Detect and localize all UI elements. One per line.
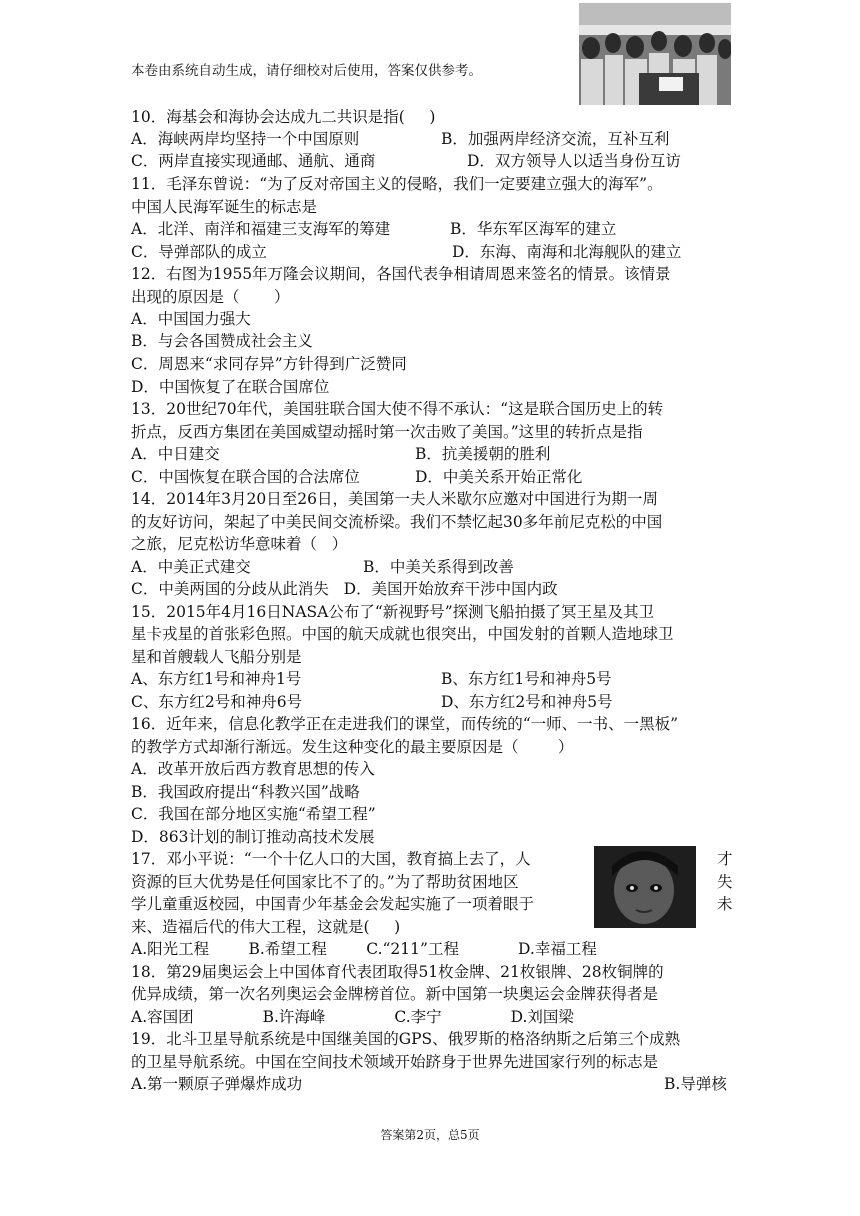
q14-stem-cont1: 的友好访问，架起了中美民间交流桥梁。我们不禁忆起30多年前尼克松的中国 — [131, 513, 663, 531]
q13-stem: 13．20世纪70年代，美国驻联合国大使不得不承认：“这是联合国历史上的转 — [131, 400, 664, 418]
q13-option-b: B．抗美援朝的胜利 — [415, 445, 551, 463]
q19-option-a: A.第一颗原子弹爆炸成功 — [131, 1075, 303, 1093]
q12-option-d: D．中国恢复了在联合国席位 — [131, 378, 330, 396]
q10-stem: 10．海基会和海协会达成九二共识是指( ) — [131, 108, 436, 126]
q17-options: A.阳光工程 B.希望工程 C.“211”工程 D.幸福工程 — [131, 940, 597, 958]
q14-option-a: A．中美正式建交 — [131, 558, 251, 576]
q16-option-a: A．改革开放后西方教育思想的传入 — [131, 760, 375, 778]
q18-stem-cont: 优异成绩，第一次名列奥运会金牌榜首位。新中国第一块奥运会金牌获得者是 — [131, 985, 659, 1003]
q15-stem: 15．2015年4月16日NASA公布了“新视野号”探测飞船拍摄了冥王星及其卫 — [131, 603, 655, 621]
q11-stem: 11．毛泽东曾说：“为了反对帝国主义的侵略，我们一定要建立强大的海军”。 — [131, 175, 663, 193]
q14-option-b: B．中美关系得到改善 — [363, 558, 514, 576]
q10-option-d: D．双方领导人以适当身份互访 — [467, 152, 681, 170]
q16-option-d: D．863计划的制订推动高技术发展 — [131, 828, 375, 846]
q13-option-a: A．中日建交 — [131, 445, 220, 463]
q17-stem-cont1: 资源的巨大优势是任何国家比不了的。”为了帮助贫困地区 — [131, 873, 519, 891]
q12-option-b: B．与会各国赞成社会主义 — [131, 332, 313, 350]
q13-option-c: C．中国恢复在联合国的合法席位 — [131, 468, 360, 486]
notice-text: 本卷由系统自动生成，请仔细校对后使用，答案仅供参考。 — [131, 63, 482, 79]
q14-option-cd: C．中美两国的分歧从此消失 D．美国开始放弃干涉中国内政 — [131, 580, 558, 598]
q16-stem: 16．近年来，信息化教学正在走进我们的课堂，而传统的“一师、一书、一黑板” — [131, 715, 679, 733]
q14-stem-cont2: 之旅，尼克松访华意味着（ ） — [131, 535, 348, 553]
q11-option-c: C．导弹部队的成立 — [131, 243, 267, 261]
q12-option-a: A．中国国力强大 — [131, 310, 251, 328]
q17-stem-tail1: 才 — [717, 850, 733, 868]
q19-stem: 19．北斗卫星导航系统是中国继美国的GPS、俄罗斯的格洛纳斯之后第三个成熟 — [131, 1030, 681, 1048]
q19-option-b: B.导弹核 — [664, 1075, 727, 1093]
q12-stem: 12．右图为1955年万隆会议期间，各国代表争相请周恩来签名的情景。该情景 — [131, 265, 671, 283]
q10-option-c: C．两岸直接实现通邮、通航、通商 — [131, 152, 376, 170]
q11-stem-cont: 中国人民海军诞生的标志是 — [131, 198, 318, 216]
bandung-conference-photo — [579, 3, 731, 105]
q11-option-a: A．北洋、南洋和福建三支海军的筹建 — [131, 220, 391, 238]
q15-option-a: A、东方红1号和神舟1号 — [131, 670, 302, 688]
q17-stem: 17．邓小平说：“一个十亿人口的大国，教育搞上去了，人 — [131, 850, 531, 868]
q13-stem-cont: 折点，反西方集团在美国威望动摇时第一次击败了美国。”这里的转折点是指 — [131, 423, 643, 441]
q18-options: A.容国团 B.许海峰 C.李宁 D.刘国梁 — [131, 1008, 574, 1026]
q11-option-b: B．华东军区海军的建立 — [450, 220, 617, 238]
q19-stem-cont: 的卫星导航系统。中国在空间技术领域开始跻身于世界先进国家行列的标志是 — [131, 1053, 659, 1071]
q12-option-c: C．周恩来“求同存异”方针得到广泛赞同 — [131, 355, 407, 373]
q16-option-c: C．我国在部分地区实施“希望工程” — [131, 805, 376, 823]
q15-stem-cont2: 星和首艘载人飞船分别是 — [131, 648, 302, 666]
q17-stem-cont2: 学儿童重返校园，中国青少年基金会发起实施了一项着眼于 — [131, 895, 535, 913]
q15-stem-cont1: 星卡戎星的首张彩色照。中国的航天成就也很突出，中国发射的首颗人造地球卫 — [131, 625, 674, 643]
q14-stem: 14．2014年3月20日至26日，美国第一夫人米歇尔应邀对中国进行为期一周 — [131, 490, 658, 508]
q15-option-d: D、东方红2号和神舟5号 — [441, 693, 613, 711]
q16-stem-cont: 的教学方式却渐行渐远。发生这种变化的最主要原因是（ ） — [131, 738, 574, 756]
q15-option-b: B、东方红1号和神舟5号 — [441, 670, 612, 688]
q11-option-d: D．东海、南海和北海舰队的建立 — [452, 243, 682, 261]
page-footer: 答案第2页，总5页 — [380, 1128, 480, 1142]
q17-stem-tail2: 失 — [717, 873, 733, 891]
q10-option-a: A．海峡两岸均坚持一个中国原则 — [131, 130, 360, 148]
q17-stem-tail3: 未 — [717, 895, 733, 913]
q13-option-d: D．中美关系开始正常化 — [415, 468, 583, 486]
q10-option-b: B．加强两岸经济交流，互补互利 — [441, 130, 670, 148]
q12-stem-cont: 出现的原因是（ ） — [131, 288, 290, 306]
q16-option-b: B．我国政府提出“科教兴国”战略 — [131, 783, 360, 801]
q18-stem: 18．第29届奥运会上中国体育代表团取得51枚金牌、21枚银牌、28枚铜牌的 — [131, 963, 664, 981]
q15-option-c: C、东方红2号和神舟6号 — [131, 693, 303, 711]
q17-stem-cont3: 来、造福后代的伟大工程，这就是( ) — [131, 918, 401, 936]
hope-project-girl-photo — [594, 846, 696, 928]
